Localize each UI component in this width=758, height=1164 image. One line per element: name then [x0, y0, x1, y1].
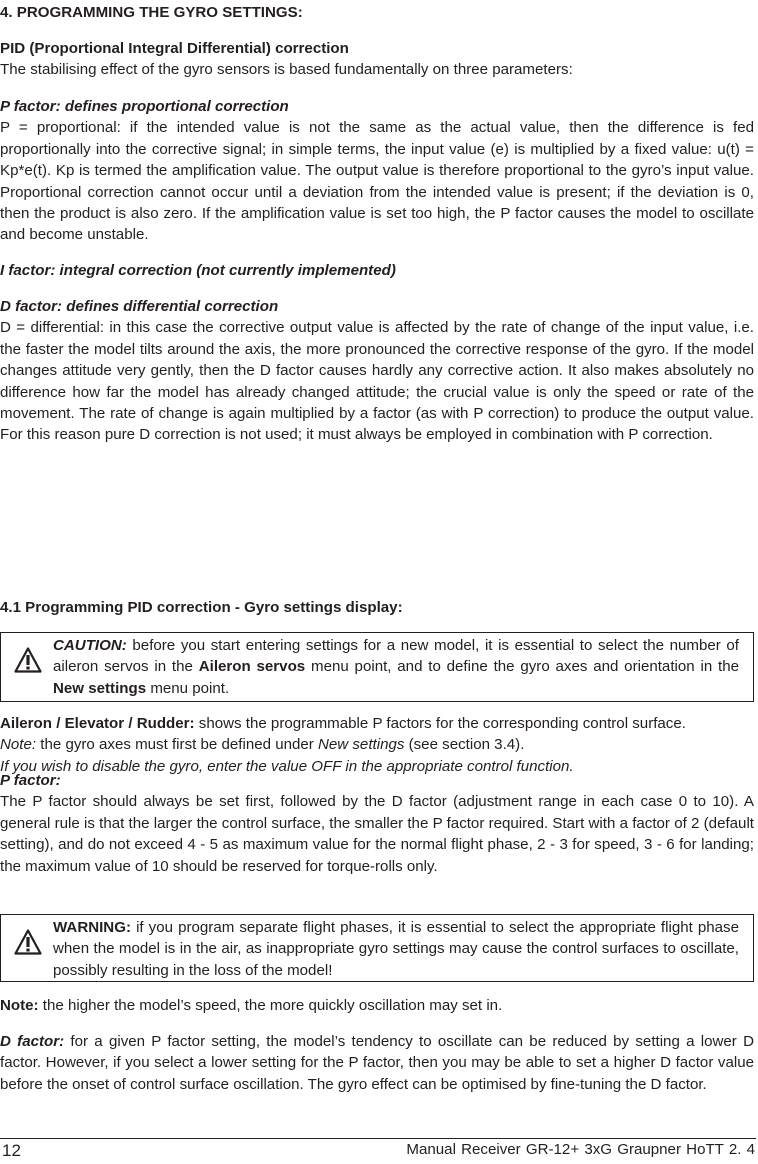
- d-factor-heading: D factor: defines differential correction: [0, 298, 279, 315]
- d-factor-section: [0, 296, 754, 446]
- pid-intro: [0, 38, 754, 81]
- manual-title: Manual Receiver GR-12+ 3xG Graupner HoTT 2. 4: [406, 1141, 755, 1158]
- d-factor-text: D = differential: in this case the corrective output value is affected by the rate of change of the input value, i.e. the faster the model tilts around the axis, the more pronounced the corrective response of the gyro. If the model changes attitude very gently, then the D factor causes hardly any corrective action. It also makes absolutely no difference how far the model has already changed attitude; the crucial value is only the speed or rate of the movement. The rate of change is again multiplied by a factor (as with P correction) to produce the output value. For this reason pure D correction is not used; it must always be employed in combination with P correction.: [0, 319, 754, 444]
- new-settings-menu: New settings: [53, 679, 147, 697]
- warning-box: [0, 914, 754, 982]
- page-number: 12: [2, 1141, 21, 1160]
- axes-text: Aileron / Elevator / Rudder: shows the programmable P factors for the corresponding control surface.: [0, 715, 686, 732]
- d-factor-settings: D factor: for a given P factor setting, the model’s tendency to oscillate can be reduced by setting a lower D factor. However, if you select a lower setting for the P factor, then you may be able to set a higher D factor value before the onset of control surface oscillation. The gyro effect can be optimised by fine-tuning the D factor.: [0, 1033, 754, 1093]
- p-factor-heading: P factor: defines proportional correction: [0, 98, 289, 115]
- pid-text: The stabilising effect of the gyro sensors is based fundamentally on three parameters:: [0, 61, 573, 79]
- warning-triangle-icon: [14, 647, 42, 673]
- speed-note-label: Note:: [0, 997, 39, 1014]
- disable-gyro-note: If you wish to disable the gyro, enter the value OFF in the appropriate control function.: [0, 757, 574, 775]
- warning-triangle-icon: [14, 929, 42, 955]
- caution-box: [0, 632, 754, 702]
- i-factor-heading: I factor: integral correction (not currently implemented): [0, 262, 396, 279]
- warning-label: WARNING:: [53, 919, 131, 936]
- p-factor-settings-text: The P factor should always be set first, followed by the D factor (adjustment range in each case 0 to 10). A general rule is that the larger the control surface, the smaller the P factor required. Start with a factor of 2 (default setting), and do not exceed 4 - 5 as maximum value for the normal flight phase, 2 - 3 for speed, 3 - 6 for landing; the maximum value of 10 should be reserved for torque-rolls only.: [0, 793, 754, 875]
- p-factor-text: P = proportional: if the intended value is not the same as the actual value, then the difference is fed proportionally into the corrective signal; in simple terms, the input value (e) is multiplied by a fixed value: u(t) = Kp*e(t). Kp is termed the amplification value. The output value is therefore proportional to the gyro’s input value. Proportional correction cannot occur until a deviation from the intended value is present; if the deviation is 0, then the product is also zero. If the amplification value is set too high, the P factor causes the model to oscillate and become unstable.: [0, 119, 754, 244]
- subsection-heading: 4.1 Programming PID correction - Gyro settings display:: [0, 599, 403, 616]
- p-factor-settings-heading: P factor:: [0, 772, 61, 789]
- caution-label: CAUTION:: [53, 637, 127, 654]
- warning-text: WARNING: if you program separate flight phases, it is essential to select the appropriate flight phase when the model is in the air, as inappropriate gyro settings may cause the control surfaces to oscillate, possibly resulting in the loss of the model!: [53, 919, 739, 979]
- p-factor-settings-section: [0, 770, 754, 877]
- note-label: Note:: [0, 736, 37, 754]
- section-heading: 4. PROGRAMMING THE GYRO SETTINGS:: [0, 4, 303, 21]
- axes-note: Note: the gyro axes must first be defined under New settings (see section 3.4).: [0, 736, 525, 754]
- speed-note: Note: the higher the model’s speed, the more quickly oscillation may set in.: [0, 997, 503, 1014]
- p-factor-section: [0, 96, 754, 246]
- pid-heading: PID (Proportional Integral Differential) correction: [0, 40, 349, 57]
- caution-text: CAUTION: before you start entering settings for a new model, it is essential to select the number of aileron servos in the Aileron servos menu point, and to define the gyro axes and orientation in the New settings menu point.: [53, 637, 740, 697]
- axes-section: [0, 713, 754, 777]
- d-factor-settings-label: D factor:: [0, 1033, 65, 1050]
- axes-label: Aileron / Elevator / Rudder:: [0, 715, 195, 732]
- aileron-servos-menu: Aileron servos: [198, 658, 306, 676]
- footer-divider: [0, 1138, 756, 1139]
